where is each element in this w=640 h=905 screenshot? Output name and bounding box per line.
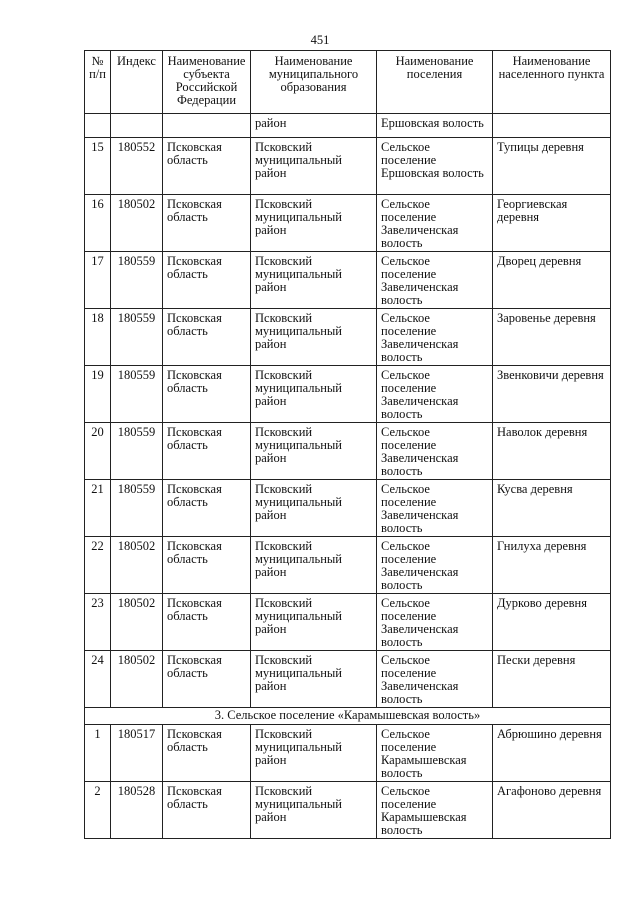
header-settlement: Наименование поселения	[377, 51, 493, 114]
table-row	[85, 309, 611, 366]
cell-settlement: Сельское поселение Завеличенская волость	[377, 423, 493, 480]
cell-settlement: Сельское поселение Завеличенская волость	[377, 366, 493, 423]
section-header-row	[85, 708, 611, 725]
cell-settlement: Сельское поселение Карамышевская волость	[377, 725, 493, 782]
header-index: Индекс	[111, 51, 163, 114]
cell-number: 17	[85, 252, 111, 309]
cell-subject: Псковская область	[163, 725, 251, 782]
cell-index: 180552	[111, 138, 163, 195]
header-number: № п/п	[85, 51, 111, 114]
cell-index: 180502	[111, 594, 163, 651]
table-row	[85, 252, 611, 309]
cell-settlement: Сельское поселение Карамышевская волость	[377, 782, 493, 839]
cell-settlement: Сельское поселение Завеличенская волость	[377, 594, 493, 651]
page-number: 451	[310, 33, 330, 47]
cell-municipality: Псковский муниципальный район	[251, 309, 377, 366]
cell-locality	[493, 114, 611, 138]
cell-subject: Псковская область	[163, 366, 251, 423]
cell-number: 2	[85, 782, 111, 839]
cell-index: 180559	[111, 252, 163, 309]
settlements-table	[84, 50, 611, 839]
cell-locality: Дурково деревня	[493, 594, 611, 651]
cell-locality: Кусва деревня	[493, 480, 611, 537]
section-title: 3. Сельское поселение «Карамышевская волость»	[85, 708, 611, 725]
cell-locality: Абрюшино деревня	[493, 725, 611, 782]
cell-subject: Псковская область	[163, 309, 251, 366]
cell-number: 16	[85, 195, 111, 252]
table-row	[85, 138, 611, 195]
cell-locality: Звенковичи деревня	[493, 366, 611, 423]
cell-municipality: Псковский муниципальный район	[251, 252, 377, 309]
table-header-row	[85, 51, 611, 114]
header-locality: Наименование населенного пункта	[493, 51, 611, 114]
cell-index: 180528	[111, 782, 163, 839]
cell-municipality: Псковский муниципальный район	[251, 594, 377, 651]
table-row	[85, 594, 611, 651]
table-row	[85, 480, 611, 537]
cell-number: 22	[85, 537, 111, 594]
continuation-row	[85, 114, 611, 138]
cell-number: 21	[85, 480, 111, 537]
cell-subject: Псковская область	[163, 138, 251, 195]
cell-municipality: Псковский муниципальный район	[251, 138, 377, 195]
cell-settlement: Ершовская волость	[377, 114, 493, 138]
cell-locality: Гнилуха деревня	[493, 537, 611, 594]
cell-locality: Тупицы деревня	[493, 138, 611, 195]
cell-locality: Дворец деревня	[493, 252, 611, 309]
cell-number: 19	[85, 366, 111, 423]
cell-index: 180502	[111, 537, 163, 594]
table-row	[85, 782, 611, 839]
cell-number: 23	[85, 594, 111, 651]
cell-number	[85, 114, 111, 138]
header-municipality: Наименование муниципального образования	[251, 51, 377, 114]
cell-subject: Псковская область	[163, 480, 251, 537]
cell-municipality: район	[251, 114, 377, 138]
cell-subject	[163, 114, 251, 138]
table-row	[85, 366, 611, 423]
cell-locality: Заровенье деревня	[493, 309, 611, 366]
cell-municipality: Псковский муниципальный район	[251, 366, 377, 423]
cell-municipality: Псковский муниципальный район	[251, 725, 377, 782]
cell-index: 180502	[111, 195, 163, 252]
table-row	[85, 195, 611, 252]
cell-municipality: Псковский муниципальный район	[251, 423, 377, 480]
cell-subject: Псковская область	[163, 537, 251, 594]
cell-settlement: Сельское поселение Завеличенская волость	[377, 252, 493, 309]
cell-number: 20	[85, 423, 111, 480]
cell-locality: Наволок деревня	[493, 423, 611, 480]
cell-index	[111, 114, 163, 138]
table-row	[85, 537, 611, 594]
cell-locality: Пески деревня	[493, 651, 611, 708]
cell-index: 180559	[111, 366, 163, 423]
cell-municipality: Псковский муниципальный район	[251, 651, 377, 708]
cell-settlement: Сельское поселение Завеличенская волость	[377, 195, 493, 252]
cell-subject: Псковская область	[163, 651, 251, 708]
cell-number: 18	[85, 309, 111, 366]
cell-subject: Псковская область	[163, 195, 251, 252]
header-subject: Наименование субъекта Российской Федерации	[163, 51, 251, 114]
cell-municipality: Псковский муниципальный район	[251, 480, 377, 537]
cell-number: 24	[85, 651, 111, 708]
cell-subject: Псковская область	[163, 594, 251, 651]
cell-index: 180559	[111, 309, 163, 366]
cell-subject: Псковская область	[163, 252, 251, 309]
cell-subject: Псковская область	[163, 782, 251, 839]
cell-settlement: Сельское поселение Завеличенская волость	[377, 309, 493, 366]
cell-locality: Агафоново деревня	[493, 782, 611, 839]
cell-municipality: Псковский муниципальный район	[251, 195, 377, 252]
cell-index: 180559	[111, 480, 163, 537]
table-row	[85, 423, 611, 480]
cell-index: 180502	[111, 651, 163, 708]
cell-subject: Псковская область	[163, 423, 251, 480]
cell-number: 1	[85, 725, 111, 782]
cell-settlement: Сельское поселение Завеличенская волость	[377, 537, 493, 594]
cell-municipality: Псковский муниципальный район	[251, 782, 377, 839]
cell-number: 15	[85, 138, 111, 195]
cell-settlement: Сельское поселение Завеличенская волость	[377, 651, 493, 708]
cell-settlement: Сельское поселение Ершовская волость	[377, 138, 493, 195]
table-row	[85, 725, 611, 782]
cell-index: 180559	[111, 423, 163, 480]
cell-settlement: Сельское поселение Завеличенская волость	[377, 480, 493, 537]
cell-locality: Георгиевская деревня	[493, 195, 611, 252]
cell-municipality: Псковский муниципальный район	[251, 537, 377, 594]
cell-index: 180517	[111, 725, 163, 782]
table-row	[85, 651, 611, 708]
